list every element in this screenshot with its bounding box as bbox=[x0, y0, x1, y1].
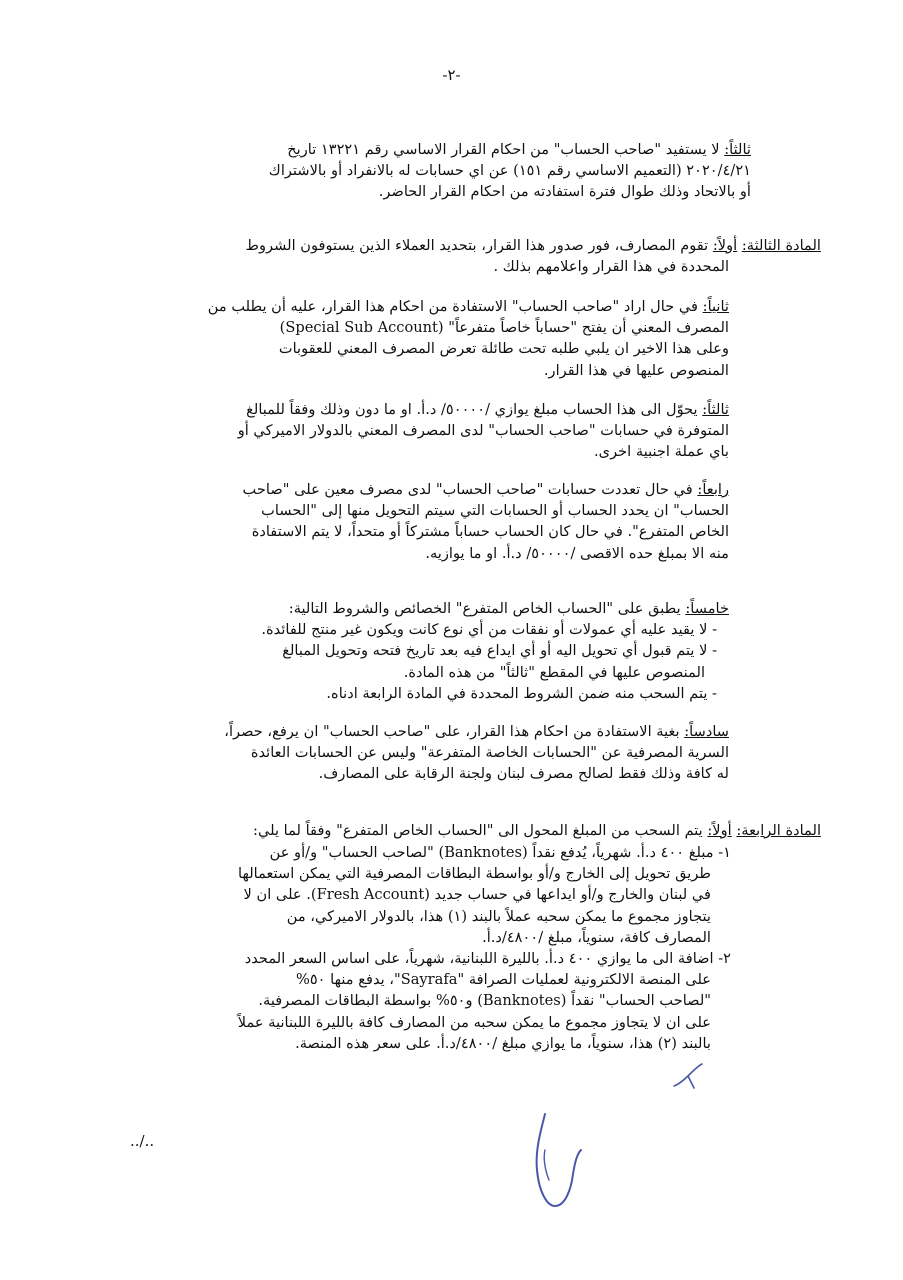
text-line: على المنصة الالكترونية لعمليات الصرافة "Sayrafa"، يدفع منها ٥٠% bbox=[295, 971, 711, 989]
article4-first-label: أولاً: bbox=[707, 822, 732, 839]
article3-second bbox=[135, 296, 729, 381]
text-line: المحددة في هذا القرار واعلامهم بذلك . bbox=[493, 258, 729, 276]
list-item: - لا يقيد عليه أي عمولات أو نفقات من أي نوع كانت ويكون غير منتج للفائدة. bbox=[261, 621, 717, 639]
article3-third-label: ثالثاً: bbox=[702, 401, 729, 418]
list-item: - لا يتم قبول أي تحويل اليه أو أي ايداع فيه بعد تاريخ فتحه وتحويل المبالغ bbox=[282, 642, 717, 660]
article3-first bbox=[135, 235, 821, 277]
text-line: المنصوص عليها في هذا القرار. bbox=[543, 361, 729, 379]
text-line: ٢- اضافة الى ما يوازي ٤٠٠ د.أ. بالليرة اللبنانية، شهرياً، على اساس السعر المحدد bbox=[244, 950, 731, 967]
article3-sixth-label: سادساً: bbox=[684, 723, 729, 740]
paragraph-thalithan-1 bbox=[135, 139, 751, 203]
label-thalithan-1: ثالثاً: bbox=[724, 141, 751, 158]
text-line: تقوم المصارف، فور صدور هذا القرار، بتحديد العملاء الذين يستوفون الشروط bbox=[245, 237, 709, 254]
text-line: بالبند (٢) هذا، سنوياً، ما يوازي مبلغ /٤٨٠٠/د.أ. على سعر هذه المنصة. bbox=[295, 1034, 711, 1052]
text-line: طريق تحويل إلى الخارج و/أو بواسطة البطاقات المصرفية التي يمكن استعمالها bbox=[238, 865, 711, 883]
text-line: أو بالاتحاد وذلك طوال فترة استفادته من احكام القرار الحاضر. bbox=[378, 183, 751, 201]
text-line: المتوفرة في حسابات "صاحب الحساب" لدى المصرف المعني بالدولار الاميركي أو bbox=[237, 422, 729, 440]
text-line: ١- مبلغ ٤٠٠ د.أ. شهرياً، يُدفع نقداً (Banknotes) "لصاحب الحساب" و/أو عن bbox=[269, 844, 731, 861]
text-line: في حال اراد "صاحب الحساب" الاستفادة من احكام هذا القرار، عليه أن يطلب من bbox=[207, 298, 699, 315]
article3-fifth-label: خامساً: bbox=[685, 600, 729, 617]
text-line: باي عملة اجنبية اخرى. bbox=[594, 443, 729, 461]
text-line: له كافة وذلك فقط لصالح مصرف لبنان ولجنة الرقابة على المصارف. bbox=[318, 765, 729, 783]
handwritten-initials-mark bbox=[515, 1110, 585, 1220]
continuation-mark: ../.. bbox=[130, 1132, 155, 1150]
text-line: يطبق على "الحساب الخاص المتفرع" الخصائص والشروط التالية: bbox=[288, 600, 681, 617]
article3-third bbox=[135, 399, 729, 463]
text-line: يحوّل الى هذا الحساب مبلغ يوازي /٥٠٠٠٠/ د.أ. او ما دون وذلك وفقاً للمبالغ bbox=[246, 401, 698, 418]
text-line: في لبنان والخارج و/أو ايداعها في حساب جديد (Fresh Account). على ان لا bbox=[243, 886, 711, 904]
article4-title: المادة الرابعة: bbox=[736, 822, 821, 839]
text-line: منه الا بمبلغ حده الاقصى /٥٠٠٠٠/ د.أ. او ما يوازيه. bbox=[425, 544, 729, 562]
text-line: يتم السحب من المبلغ المحول الى "الحساب الخاص المتفرع" وفقاً لما يلي: bbox=[253, 822, 703, 839]
article3-title: المادة الثالثة: bbox=[741, 237, 821, 254]
text-line: المصرف المعني أن يفتح "حساباً خاصاً متفرعاً" (Special Sub Account) bbox=[279, 319, 729, 337]
text-line: على ان لا يتجاوز مجموع ما يمكن سحبه من المصارف كافة بالليرة اللبنانية عملاً bbox=[237, 1013, 711, 1031]
article4-first bbox=[135, 820, 821, 841]
article4-item1 bbox=[135, 842, 731, 948]
article4-item2 bbox=[135, 948, 731, 1054]
text-line: السرية المصرفية عن "الحسابات الخاصة المتفرعة" وليس عن الحسابات العائدة bbox=[250, 744, 729, 762]
text-line: يتجاوز مجموع ما يمكن سحبه عملاً بالبند (١) هذا، بالدولار الاميركي، من bbox=[286, 907, 711, 925]
article3-first-label: أولاً: bbox=[712, 237, 738, 254]
text-line: بغية الاستفادة من احكام هذا القرار، على "صاحب الحساب" ان يرفع، حصراً، bbox=[224, 723, 680, 740]
text-line: الخاص المتفرع". في حال كان الحساب حساباً مشتركاً أو متحداً، لا يتم الاستفادة bbox=[251, 523, 729, 541]
article3-second-label: ثانياً: bbox=[702, 298, 729, 315]
text-line: المصارف كافة، سنوياً، مبلغ /٤٨٠٠/د.أ. bbox=[482, 928, 711, 946]
text-line: في حال تعددت حسابات "صاحب الحساب" لدى مصرف معين على "صاحب bbox=[242, 481, 693, 498]
handwritten-check-mark bbox=[668, 1058, 708, 1094]
list-item: المنصوص عليها في المقطع "ثالثاً" من هذه المادة. bbox=[403, 663, 705, 681]
text-line: وعلى هذا الاخير ان يلبي طلبه تحت طائلة تعرض المصرف المعني للعقوبات bbox=[278, 340, 729, 358]
list-item: - يتم السحب منه ضمن الشروط المحددة في المادة الرابعة ادناه. bbox=[326, 684, 717, 702]
article3-fourth bbox=[135, 479, 729, 564]
page-number: -٢- bbox=[442, 66, 461, 84]
text-line: "لصاحب الحساب" نقداً (Banknotes) و٥٠% بواسطة البطاقات المصرفية. bbox=[258, 992, 711, 1010]
article3-fourth-label: رابعاً: bbox=[697, 481, 729, 498]
text-line: الحساب" ان يحدد الحساب أو الحسابات التي سيتم التحويل منها إلى "الحساب bbox=[261, 502, 729, 520]
article3-sixth bbox=[135, 721, 729, 785]
article3-fifth bbox=[135, 598, 729, 704]
text-line: ٢٠٢٠/٤/٢١ (التعميم الاساسي رقم ١٥١) عن اي حسابات له بالانفراد أو بالاشتراك bbox=[268, 162, 751, 180]
text-line: لا يستفيد "صاحب الحساب" من احكام القرار الاساسي رقم ١٣٢٢١ تاريخ bbox=[287, 141, 720, 158]
